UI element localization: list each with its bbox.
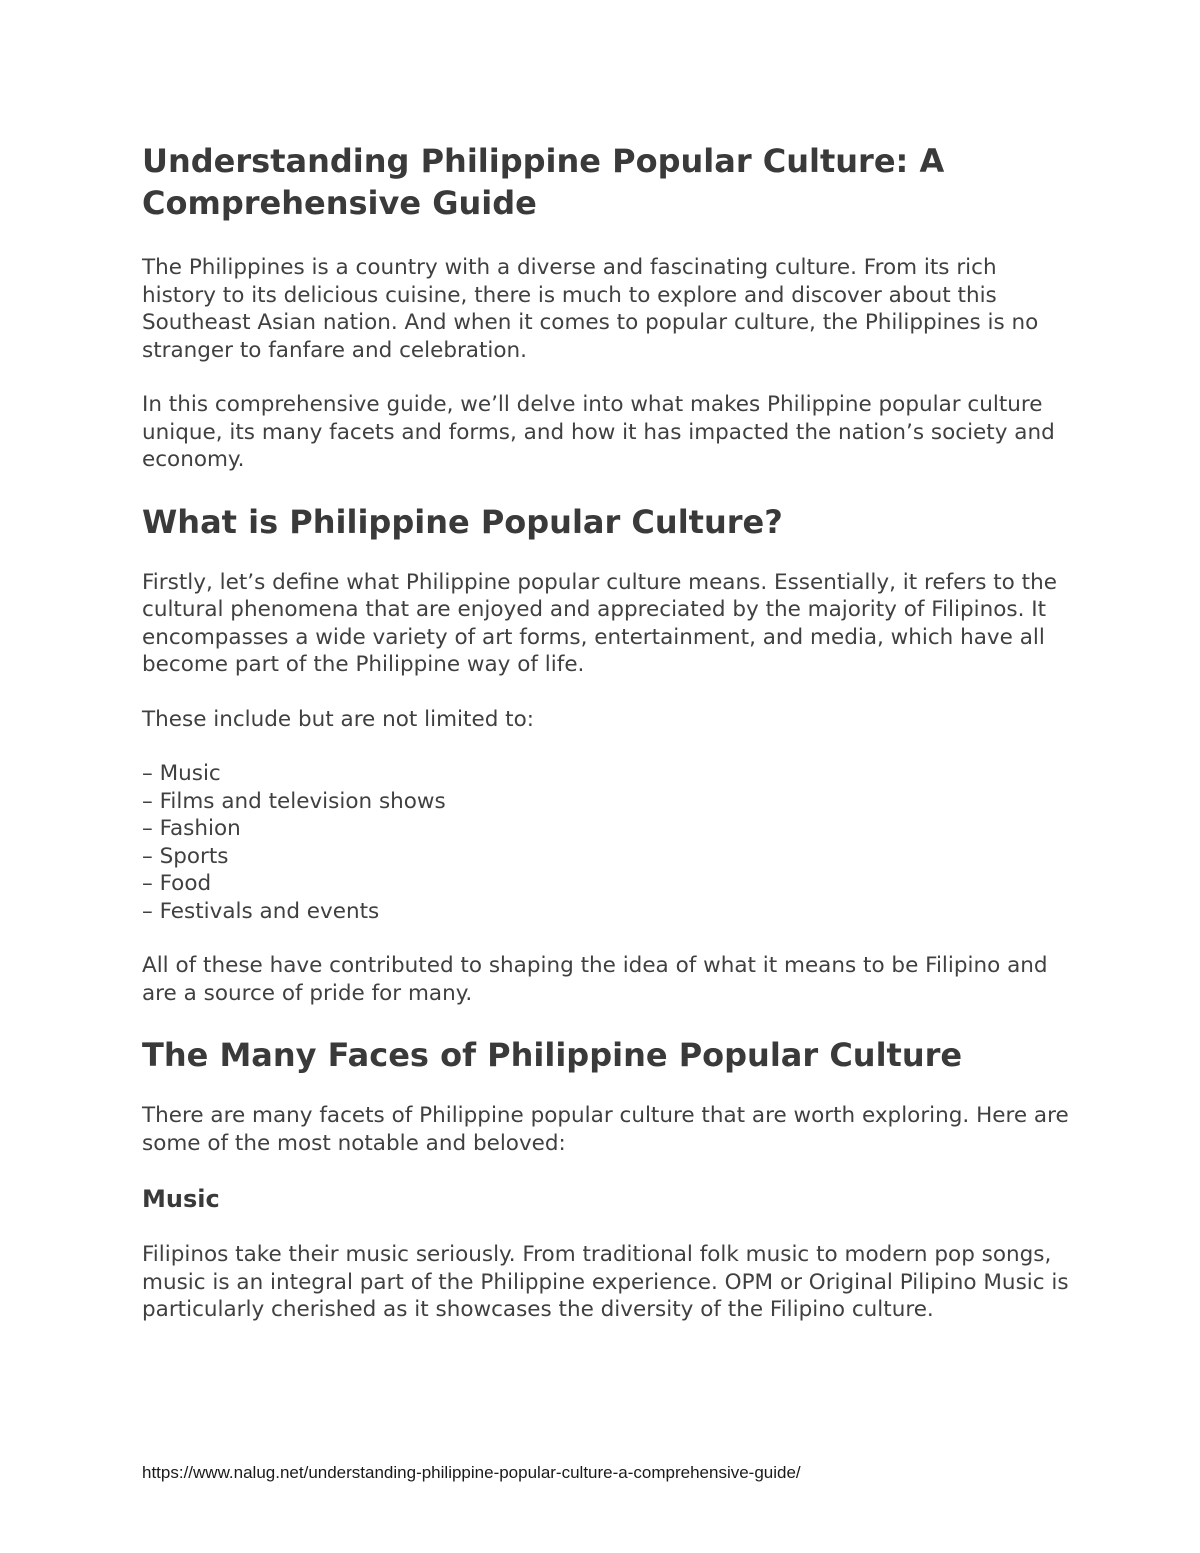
intro-paragraph: The Philippines is a country with a diverse and fascinating culture. From its rich history to its delicious cuisine, there is much to explore and discover about this Southeast Asian nation. And when it comes to popular culture, the Philippines is no stranger to fanfare and celebration. — [142, 255, 1039, 363]
section-paragraph: All of these have contributed to shaping the idea of what it means to be Filipino and are a source of pride for many. — [142, 953, 1048, 1006]
intro-paragraph: In this comprehensive guide, we’ll delve into what makes Philippine popular culture unique, its many facets and forms, and how it has impacted the nation’s society and economy. — [142, 392, 1055, 472]
document-page — [142, 140, 1072, 1351]
section-heading-what-is: What is Philippine Popular Culture? — [142, 502, 783, 541]
list-item: – Music — [142, 761, 221, 786]
list-item: – Films and television shows — [142, 788, 446, 814]
list-item: – Festivals and events — [142, 898, 380, 924]
section-paragraph: These include but are not limited to: — [142, 706, 534, 732]
section-paragraph: Filipinos take their music seriously. From traditional folk music to modern pop songs, music is an integral part of the Philippine experience. OPM or Original Pilipino Music is particularly cherished as it showcases the diversity of the Filipino culture. — [142, 1242, 1069, 1322]
document-title: Understanding Philippine Popular Culture: A Comprehensive Guide — [142, 142, 945, 222]
section-heading-many-faces: The Many Faces of Philippine Popular Culture — [142, 1036, 963, 1074]
list-item: – Food — [142, 871, 212, 896]
source-url[interactable]: https://www.nalug.net/understanding-philippine-popular-culture-a-comprehensive-guide/ — [142, 1463, 801, 1482]
section-paragraph: There are many facets of Philippine popular culture that are worth exploring. Here are some of the most notable and beloved: — [142, 1103, 1069, 1156]
culture-list — [142, 760, 1072, 925]
section-paragraph: Firstly, let’s define what Philippine popular culture means. Essentially, it refers to the cultural phenomena that are enjoyed and appreciated by the majority of Filipinos. It encompasses a wide variety of art forms, entertainment, and media, which have all become part of the Philippine way of life. — [142, 569, 1057, 677]
list-item: – Fashion — [142, 816, 241, 841]
subheading-music: Music — [142, 1185, 220, 1213]
list-item: – Sports — [142, 843, 229, 869]
